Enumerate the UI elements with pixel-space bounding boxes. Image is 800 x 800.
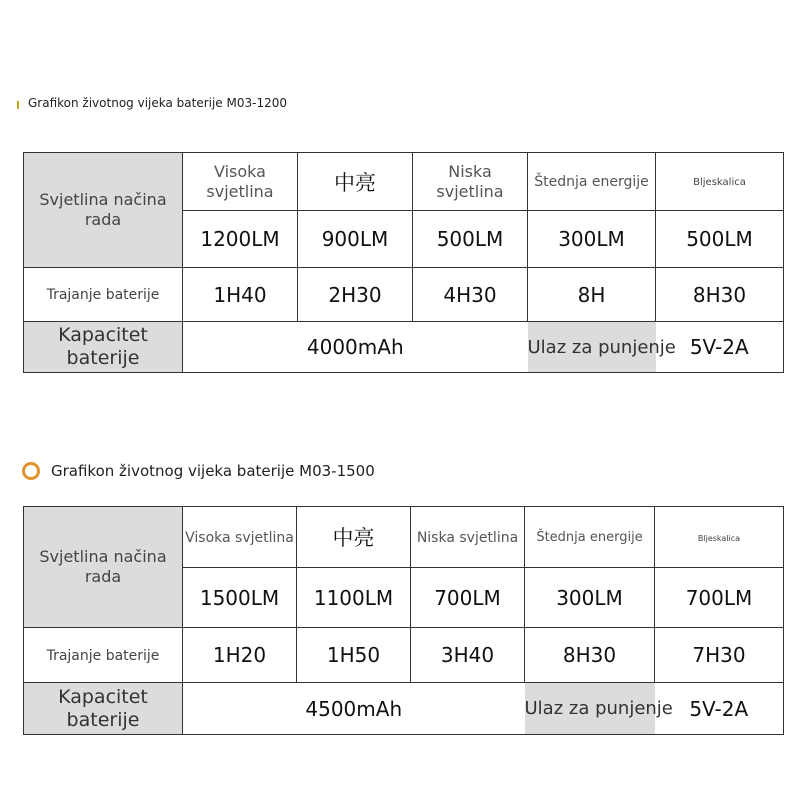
runtime-value: 7H30 xyxy=(655,628,784,683)
capacity-label: Kapacitet baterije xyxy=(24,322,183,373)
mode-brightness-label: Svjetlina načina rada xyxy=(24,153,183,268)
mode-header: Štednja energije xyxy=(525,507,655,568)
mode-header: 中亮 xyxy=(298,153,413,211)
mode-header: 中亮 xyxy=(297,507,411,568)
charge-input-label: Ulaz za punjenje xyxy=(525,683,655,735)
runtime-value: 8H30 xyxy=(656,268,784,322)
lumen-value: 500LM xyxy=(413,211,528,268)
lumen-value: 700LM xyxy=(411,568,525,628)
runtime-label: Trajanje baterije xyxy=(24,268,183,322)
lumen-value: 300LM xyxy=(528,211,656,268)
lumen-value: 1100LM xyxy=(297,568,411,628)
runtime-value: 1H40 xyxy=(183,268,298,322)
lumen-value: 500LM xyxy=(656,211,784,268)
runtime-value: 4H30 xyxy=(413,268,528,322)
charge-input-label: Ulaz za punjenje xyxy=(528,322,656,373)
section-1-heading xyxy=(17,96,287,110)
mode-header: Bljeskalica xyxy=(656,153,784,211)
charge-input-value: 5V-2A xyxy=(655,683,784,735)
lumen-value: 1500LM xyxy=(183,568,297,628)
ring-bullet-icon xyxy=(22,462,40,480)
mode-brightness-label: Svjetlina načina rada xyxy=(24,507,183,628)
section-1-title: Grafikon životnog vijeka baterije M03-1200 xyxy=(28,96,287,110)
mode-header: Štednja energije xyxy=(528,153,656,211)
runtime-value: 8H xyxy=(528,268,656,322)
lumen-value: 700LM xyxy=(655,568,784,628)
runtime-value: 3H40 xyxy=(411,628,525,683)
lumen-value: 300LM xyxy=(525,568,655,628)
line-marker-icon xyxy=(17,101,19,109)
section-2-title: Grafikon životnog vijeka baterije M03-1500 xyxy=(51,462,375,480)
runtime-value: 2H30 xyxy=(298,268,413,322)
capacity-label: Kapacitet baterije xyxy=(24,683,183,735)
lumen-value: 900LM xyxy=(298,211,413,268)
runtime-value: 8H30 xyxy=(525,628,655,683)
charge-input-value: 5V-2A xyxy=(656,322,784,373)
runtime-label: Trajanje baterije xyxy=(24,628,183,683)
capacity-value: 4500mAh xyxy=(183,683,525,735)
battery-table-m03-1200 xyxy=(23,152,784,373)
mode-header: Visoka svjetlina xyxy=(183,153,298,211)
mode-header: Visoka svjetlina xyxy=(183,507,297,568)
battery-table-m03-1500 xyxy=(23,506,784,735)
section-2-heading xyxy=(22,462,375,480)
mode-header: Bljeskalica xyxy=(655,507,784,568)
lumen-value: 1200LM xyxy=(183,211,298,268)
mode-header: Niska svjetlina xyxy=(413,153,528,211)
mode-header: Niska svjetlina xyxy=(411,507,525,568)
runtime-value: 1H50 xyxy=(297,628,411,683)
runtime-value: 1H20 xyxy=(183,628,297,683)
capacity-value: 4000mAh xyxy=(183,322,528,373)
